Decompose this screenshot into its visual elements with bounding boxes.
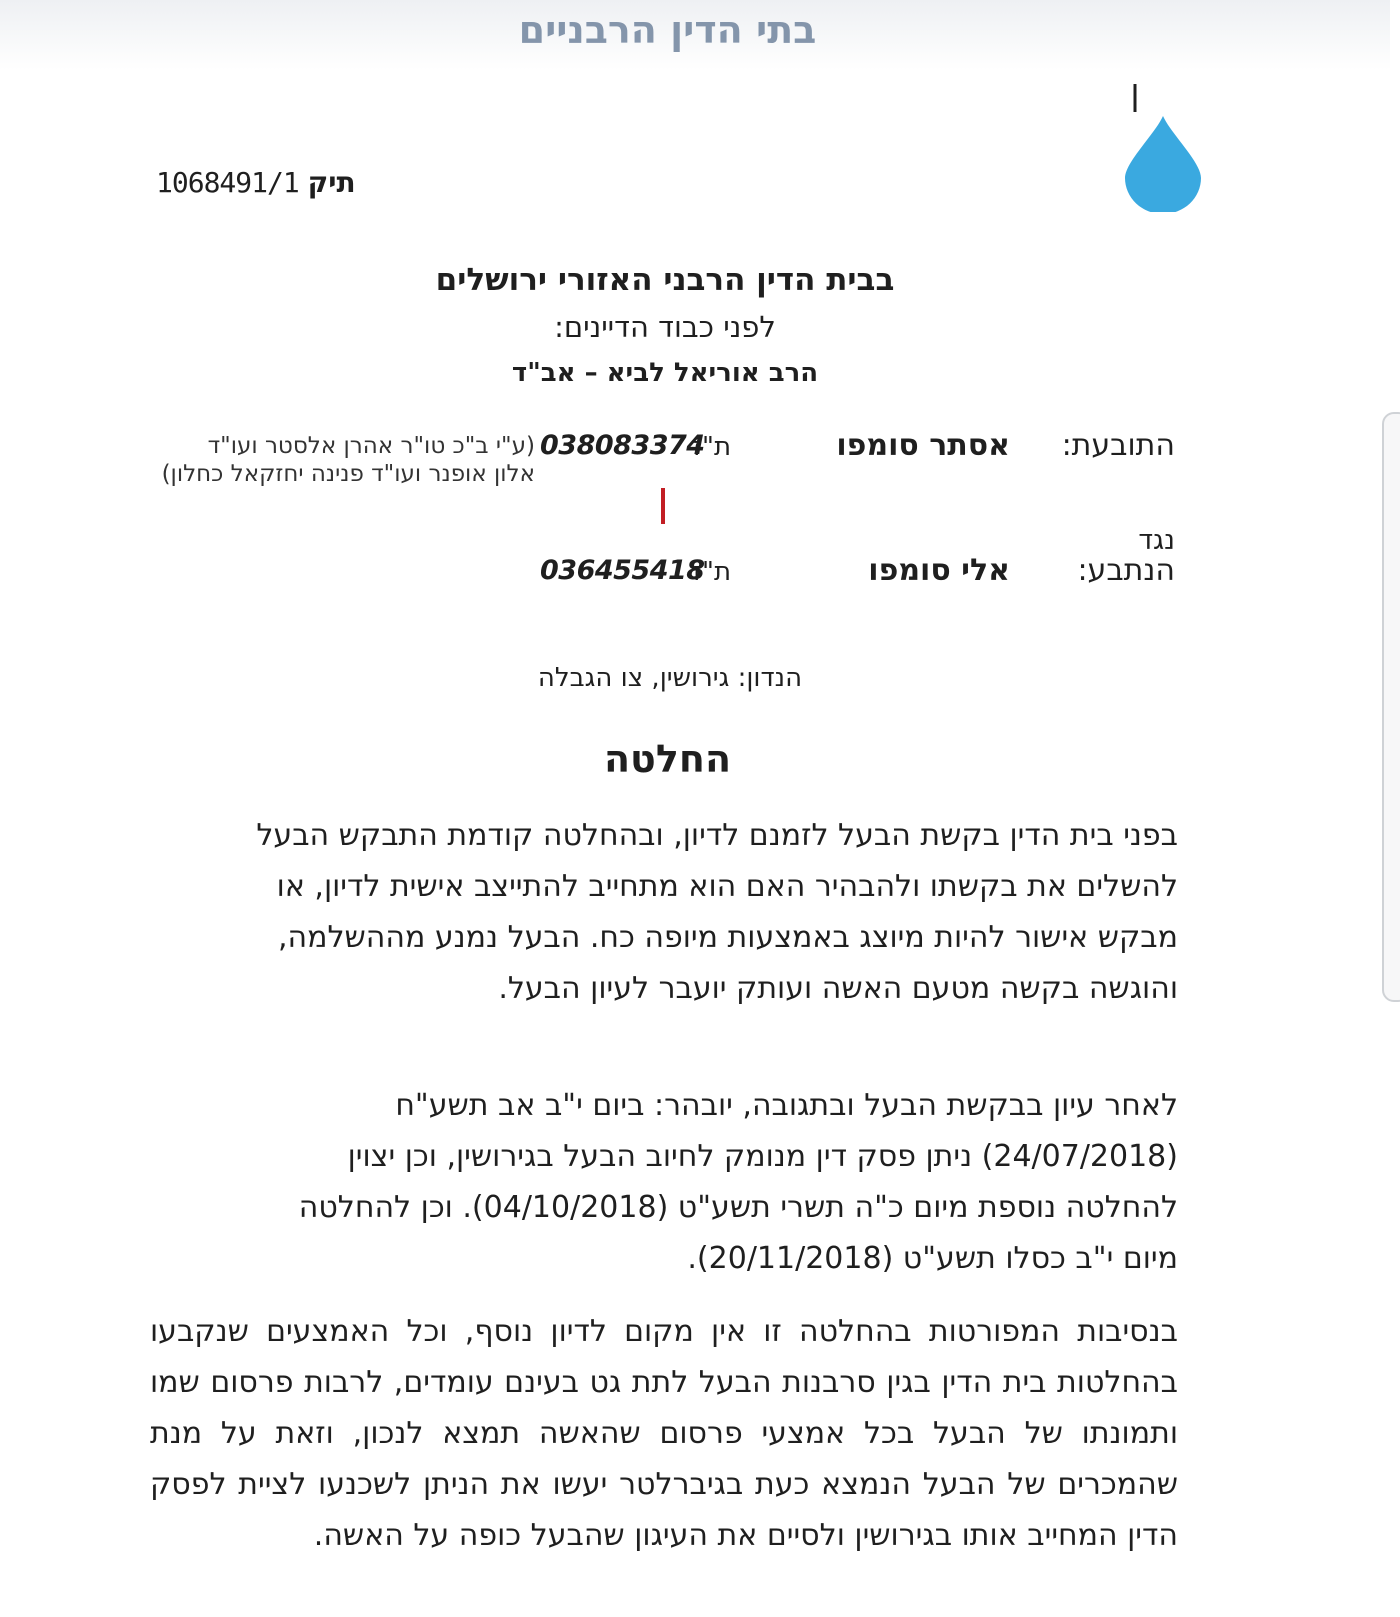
defendant-name: אלי סומפו (868, 553, 1010, 588)
plaintiff-id-number: 038083374 (540, 430, 705, 461)
plaintiff-representation: (ע"י ב"כ טו"ר אהרן אלסטר ועו"ד אלון אופנר ועו"ד פנינה יחזקאל כחלון) (161, 433, 535, 487)
defendant-id-number: 036455418 (540, 555, 705, 586)
header-title: בתי הדין הרבניים (518, 8, 817, 52)
judges-heading: לפני כבוד הדיינים: (554, 310, 776, 344)
decision-paragraph-2: לאחר עיון בבקשת הבעל ובתגובה, יובהר: ביום י"ב אב תשע"ח (24/07/2018) ניתן פסק דין מנומק לחיוב הבעל בגירושין, וכן יצוין להחלטה נוספת מיום כ"ה תשרי תשע"ט (04/10/2018). וכן להחלטה מיום י"ב כסלו תשע"ט (20/11/2018). (298, 1088, 1178, 1276)
case-label: תיק (307, 166, 356, 199)
plaintiff-id-label: ת"ז (693, 432, 732, 462)
decision-title: החלטה (603, 737, 732, 781)
plaintiff-name: אסתר סומפו (836, 428, 1010, 463)
subject-line: הנדון: גירושין, צו הגבלה (537, 663, 803, 693)
app-header (0, 0, 1390, 70)
court-name: בבית הדין הרבני האזורי ירושלים (435, 262, 895, 298)
defendant-label: הנתבע: (1077, 553, 1175, 588)
decision-paragraph-1: בפני בית הדין בקשת הבעל לזמנם לדיון, ובהחלטה קודמת התבקש הבעל להשלים את בקשתו ולהבהיר האם הוא מתחייב להתייצב אישית לדיון, או מבקש אישור להיות מיוצג באמצעות מיופה כח. הבעל נמנע מההשלמה, והוגשה בקשה מטעם האשה ועותק יועבר לעיון הבעל. (256, 818, 1178, 1006)
decision-paragraph-3: בנסיבות המפורטות בהחלטה זו אין מקום לדיון נוסף, וכל האמצעים שנקבעו בהחלטות בית הדין בגין סרבנות הבעל לתת גט בעינם עומדים, לרבות פרסום שמו ותמונתו של הבעל בכל אמצעי פרסום שהאשה תמצא לנכון, וזאת על מנת שהמכרים של הבעל הנמצא כעת בגיברלטר יעשו את הניתן לשכנעו לציית לפסק הדין המחייב אותו בגירושין ולסיים את העיגון שהבעל כופה על האשה. (150, 1314, 1178, 1553)
judge-name: הרב אוריאל לביא – אב"ד (511, 358, 819, 388)
versus-label: נגד (1138, 525, 1175, 556)
defendant-id-label: ת"ז (693, 557, 732, 587)
case-number (156, 166, 356, 199)
text-cursor-mark (661, 488, 665, 524)
case-number-value: 1068491/1 (156, 166, 299, 199)
drop-icon (1125, 82, 1207, 212)
edge-scroll-handle[interactable] (1382, 412, 1400, 1002)
plaintiff-label: התובעת: (1061, 428, 1175, 463)
